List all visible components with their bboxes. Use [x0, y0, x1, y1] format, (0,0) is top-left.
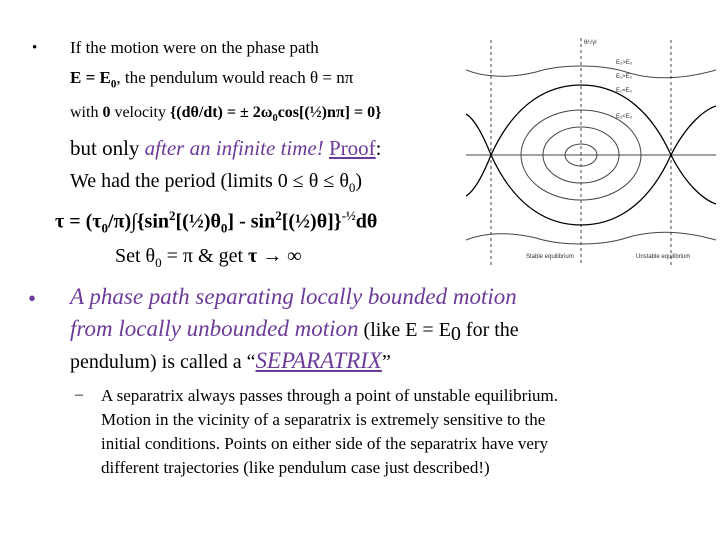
sub-text-line3: initial conditions. Points on either side of the separatrix have very — [101, 434, 549, 453]
energy-label-2: E₁>E₀ — [616, 74, 633, 80]
energy-line: $E = E_0$, the pendulum would reach θ = nπ — [70, 68, 354, 91]
separatrix-def-line2: from locally unbounded motion (like $E = E_0$ for the — [70, 316, 519, 346]
bullet-dot: • — [32, 40, 38, 56]
separatrix-def-line1: A phase path separating locally bounded motion — [70, 284, 517, 309]
energy-label-1: E₂>E₀ — [616, 60, 633, 66]
separatrix-left-upper — [466, 114, 491, 155]
separatrix-term: SEPARATRIX — [255, 348, 382, 373]
sub-bullet-dash: – — [75, 386, 83, 403]
energy-label-3: E₁=E₀ — [616, 88, 633, 94]
sub-text-line1: A separatrix always passes through a point of unstable equilibrium. — [101, 386, 559, 405]
separatrix-def-line3: pendulum) is called a “SEPARATRIX” — [70, 348, 391, 373]
separatrix-right-lower — [671, 155, 716, 204]
lower-outer-trajectory — [466, 232, 716, 244]
sub-text-line4: different trajectories (like pendulum case just described!) — [101, 458, 490, 477]
upper-outer-trajectory — [466, 66, 716, 78]
period-formula: $\tau = (\tau_0/\pi)\int\{\sin^2[(\frac{1}{2})\theta_0]$ - $\sin^2[(\frac{1}{2})\theta]\}^{-\frac{1}{2}}d\theta$ — [55, 208, 378, 236]
y-axis-label: θ/√γl — [584, 40, 597, 46]
infinite-time-line: but only after an infinite time! Proof: — [70, 136, 382, 160]
separatrix-left-lower — [466, 155, 491, 196]
intro-text: If the motion were on the phase path — [70, 38, 319, 57]
bullet-dot-2: • — [28, 286, 37, 311]
zero-velocity-line: with 0 velocity {(dθ/dt) = ± $2\omega_0\cos[(\frac{1}{2})n\pi] = 0$} — [70, 104, 382, 125]
separatrix-right-upper — [671, 106, 716, 155]
energy-label-4: E₂<E₀ — [616, 114, 633, 120]
period-line: We had the period (limits $0 \le \theta \le \theta_0$) — [70, 170, 363, 195]
phase-portrait-figure — [466, 30, 716, 275]
unstable-equilibrium-label: Unstable equilibrium — [636, 254, 691, 260]
proof-link: Proof — [328, 136, 376, 160]
stable-equilibrium-label: Stable equilibrium — [526, 254, 574, 260]
sub-text-line2: Motion in the vicinity of a separatrix is extremely sensitive to the — [101, 410, 546, 429]
set-limit-line: Set $\theta_0 = \pi$ & get τ → ∞ — [115, 245, 302, 270]
